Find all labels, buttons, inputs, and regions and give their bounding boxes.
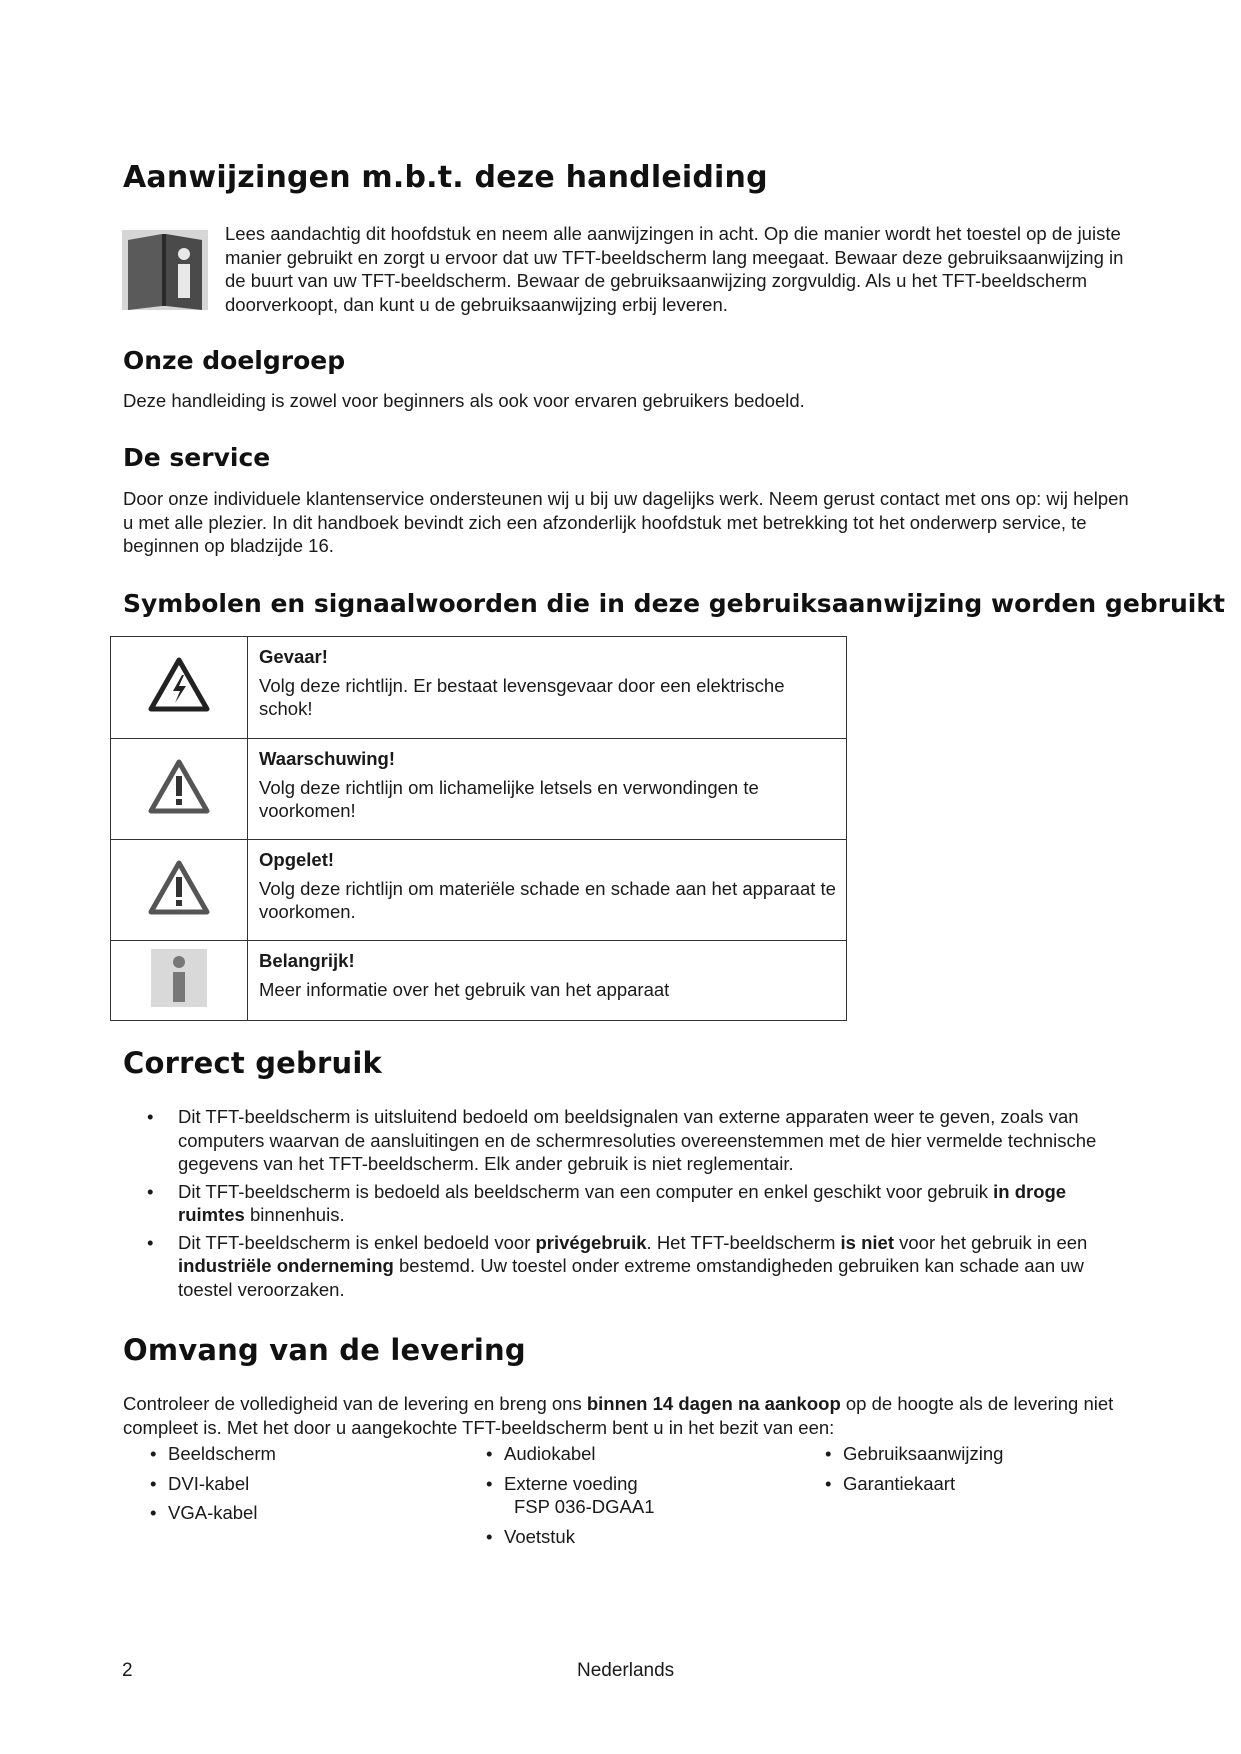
- list-item: • Audiokabel: [486, 1442, 655, 1466]
- page-number: 2: [122, 1660, 133, 1681]
- doelgroep-text: Deze handleiding is zowel voor beginners als ook voor ervaren gebruikers bedoeld.: [123, 390, 805, 411]
- symbol-icon-cell: [111, 739, 248, 840]
- symbol-title: Opgelet!: [259, 849, 335, 870]
- symbols-table: [110, 636, 847, 1021]
- page-title: Aanwijzingen m.b.t. deze handleiding: [123, 160, 768, 195]
- list-item: • Garantiekaart: [825, 1472, 1003, 1496]
- list-item: • Beeldscherm: [150, 1442, 276, 1466]
- list-item: • Externe voeding FSP 036-DGAA1: [486, 1472, 655, 1519]
- levering-text: Controleer de volledigheid van de levering en breng ons binnen 14 dagen na aankoop op de hoogte als de levering niet compleet is. Met het door u aangekochte TFT-beeldscherm bent u in het bezit van een:: [123, 1393, 1114, 1438]
- list-item: • Dit TFT-beeldscherm is bedoeld als beeldscherm van een computer en enkel geschikt voor gebruik in droge ruimtes binnenhuis.: [147, 1180, 1137, 1227]
- heading-correct-gebruik: Correct gebruik: [123, 1046, 382, 1080]
- list-item: • Dit TFT-beeldscherm is uitsluitend bedoeld om beeldsignalen van externe apparaten weer te geven, zoals van computers waarvan de aansluitingen en de schermresoluties overeenstemmen met de hier vermelde technische gegevens van het TFT-beeldscherm. Elk ander gebruik is niet reglementair.: [147, 1105, 1137, 1176]
- heading-doelgroep: Onze doelgroep: [123, 346, 346, 375]
- symbol-title: Belangrijk!: [259, 950, 355, 971]
- caution-triangle-icon: [148, 860, 210, 916]
- heading-service: De service: [123, 443, 271, 472]
- delivery-list-col3: [825, 1442, 1003, 1501]
- book-info-icon: [122, 226, 208, 312]
- symbol-text-cell: [248, 941, 847, 1021]
- list-item: • DVI-kabel: [150, 1472, 276, 1496]
- delivery-list-col1: [150, 1442, 276, 1531]
- symbol-description: Volg deze richtlijn. Er bestaat levensgevaar door een elektrische schok!: [259, 674, 785, 719]
- symbol-description: Meer informatie over het gebruik van het apparaat: [259, 978, 670, 1000]
- list-item: • Voetstuk: [486, 1525, 655, 1549]
- list-item: • VGA-kabel: [150, 1501, 276, 1525]
- symbol-row: [111, 637, 847, 739]
- symbol-description: Volg deze richtlijn om lichamelijke letsels en verwondingen te voorkomen!: [259, 776, 759, 821]
- service-text: Door onze individuele klantenservice ondersteunen wij u bij uw dagelijks werk. Neem gerust contact met ons op: wij helpen u met alle plezier. In dit handboek bevindt zich een afzonderlijk hoofdstuk met betrekking tot het onderwerp service, te beginnen op bladzijde 16.: [123, 488, 1129, 556]
- intro-paragraph: Lees aandachtig dit hoofdstuk en neem alle aanwijzingen in acht. Op die manier wordt het toestel op de juiste manier gebruikt en zorgt u ervoor dat uw TFT-beeldscherm lang meegaat. Bewaar deze gebruiksaanwijzing in de buurt van uw TFT-beeldscherm. Bewaar de gebruiksaanwijzing zorgvuldig. Als u het TFT-beeldscherm doorverkoopt, dan kunt u de gebruiksaanwijzing erbij leveren.: [225, 223, 1124, 315]
- symbol-text-cell: [248, 840, 847, 941]
- symbol-text-cell: [248, 637, 847, 739]
- heading-levering: Omvang van de levering: [123, 1333, 526, 1367]
- correct-use-list: [147, 1105, 1137, 1305]
- info-icon: [151, 949, 207, 1007]
- list-item: • Gebruiksaanwijzing: [825, 1442, 1003, 1466]
- symbol-text-cell: [248, 739, 847, 840]
- electric-hazard-icon: [148, 657, 210, 713]
- symbol-icon-cell: [111, 637, 248, 739]
- delivery-list-col2: [486, 1442, 655, 1554]
- part-number: FSP 036-DGAA1: [514, 1496, 655, 1517]
- heading-symbolen: Symbolen en signaalwoorden die in deze gebruiksaanwijzing worden gebruikt: [123, 589, 1225, 618]
- symbol-row: [111, 840, 847, 941]
- footer-language: Nederlands: [577, 1660, 675, 1681]
- symbol-icon-cell: [111, 941, 248, 1021]
- symbol-icon-cell: [111, 840, 248, 941]
- symbol-row: [111, 941, 847, 1021]
- symbol-title: Waarschuwing!: [259, 748, 396, 769]
- symbol-description: Volg deze richtlijn om materiële schade en schade aan het apparaat te voorkomen.: [259, 877, 836, 922]
- symbol-row: [111, 739, 847, 840]
- warning-triangle-icon: [148, 759, 210, 815]
- list-item: • Dit TFT-beeldscherm is enkel bedoeld voor privégebruik. Het TFT-beeldscherm is niet voor het gebruik in een industriële onderneming bestemd. Uw toestel onder extreme omstandigheden gebruiken kan schade aan uw toestel veroorzaken.: [147, 1231, 1137, 1302]
- symbol-title: Gevaar!: [259, 646, 328, 667]
